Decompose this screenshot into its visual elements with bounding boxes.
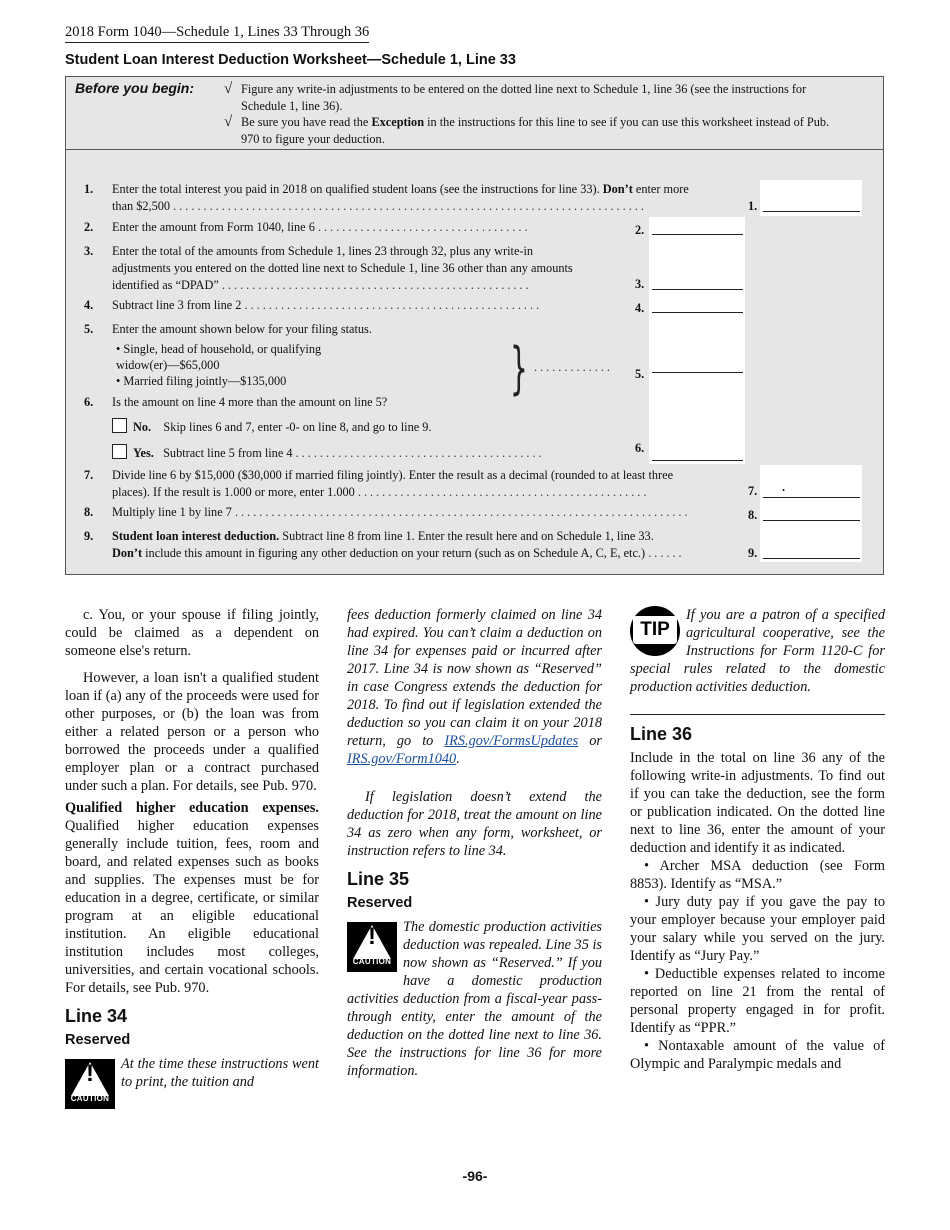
bullet-item: • Nontaxable amount of the value of Olympic and Paralympic medals and [630, 1038, 885, 1072]
line6-no-option: No. Skip lines 6 and 7, enter -0- on line 8, and go to line 9. [112, 418, 632, 436]
line4-input[interactable] [652, 297, 743, 313]
column-1 [65, 606, 319, 1111]
line9-text: Student loan interest deduction. Subtract line 8 from line 1. Enter the result here and on Schedule 1, line 33. Don’t include this amount in figuring any other deduction on your return (such as on Schedule A, C, E, etc.) ...... [112, 529, 685, 560]
line4-text: Subtract line 3 from line 2 ................................................. [112, 298, 543, 312]
worksheet-title: Student Loan Interest Deduction Worksheet—Schedule 1, Line 33 [65, 52, 516, 68]
line5-label: 5. [635, 367, 645, 381]
line1-text: Enter the total interest you paid in 2018 on qualified student loans (see the instructions for line 33). Don’t enter more than $2,500 .............................................................................. [112, 182, 689, 213]
line6-input[interactable] [652, 445, 743, 461]
line2-label: 2. [635, 223, 645, 237]
line9-number: 9. [84, 529, 94, 543]
yes-checkbox[interactable] [112, 444, 127, 459]
line9-input[interactable] [763, 543, 860, 559]
line3-number: 3. [84, 244, 94, 258]
bullet-line-2: Be sure you have read the Exception in the instructions for this line to see if you can use this worksheet instead of Pub. 970 to figure your deduction. [241, 115, 830, 146]
page-number: -96- [462, 1168, 488, 1184]
heading-line-34: Line 34 [65, 1006, 128, 1026]
caution-note [65, 1055, 319, 1103]
line5-number: 5. [84, 322, 94, 336]
caution-icon: ! CAUTION [65, 1059, 115, 1109]
paragraph: However, a loan isn't a qualified student loan if (a) any of the proceeds were used for other purposes, or (b) the loan was from either a related person or a person who borrowed the proceeds under a qualified employer plan or a contract purchased under such a plan. For details, see Pub. 970. [65, 670, 319, 794]
forms-updates-link[interactable]: IRS.gov/FormsUpdates [444, 733, 579, 749]
page-header: 2018 Form 1040—Schedule 1, Lines 33 Through 36 [65, 24, 369, 43]
column-2 [347, 606, 602, 1080]
line1-label: 1. [748, 199, 758, 213]
heading-line-36: Line 36 [630, 724, 693, 744]
caution-text: At the time these instructions went to print, the tuition and [121, 1056, 319, 1090]
line7-input[interactable] [763, 482, 860, 498]
worksheet-lines [66, 77, 883, 574]
before-you-begin-label: Before you begin: [75, 80, 195, 96]
line6-label: 6. [635, 441, 645, 455]
tip-text: If you are a patron of a specified agricultural cooperative, see the Instructions for Form 1120-C for special rules related to the domestic production activities deduction. [630, 607, 885, 695]
line5-text: Enter the amount shown below for your filing status. [112, 322, 372, 336]
line6-text: Is the amount on line 4 more than the amount on line 5? [112, 395, 388, 409]
brace-icon: } [510, 336, 528, 401]
worksheet [65, 76, 884, 575]
line6-yes-option: Yes. Subtract line 5 from line 4 ......................................... [112, 444, 632, 462]
line2-input[interactable] [652, 219, 743, 235]
heading-line-35: Line 35 [347, 869, 410, 889]
paragraph: Include in the total on line 36 any of the following write-in adjustments. To find out if you can take the deduction, see the form or publication indicated. On the dotted line next to line 36, enter the amount of your deduction and identify it as indicated. [630, 750, 885, 856]
line3-text: Enter the total of the amounts from Schedule 1, lines 23 through 32, plus any write-in adjustments you entered on the dotted line next to Schedule 1, line 36 other than any amounts identified as “DPAD” ................................................... [112, 244, 573, 292]
caution-icon: ! CAUTION [347, 922, 397, 972]
line5-options: • Single, head of household, or qualifying widow(er)—$65,000 • Married filing jointly—$135,000 [116, 342, 322, 388]
check-icon: √ [224, 81, 233, 97]
line1-input[interactable] [763, 196, 860, 212]
line5-dots: ............. [534, 360, 613, 374]
line3-label: 3. [635, 277, 645, 291]
line7-label: 7. [748, 484, 758, 498]
paragraph: fees deduction formerly claimed on line 34 had expired. You can’t claim a deduction on line 34 for expenses paid or incurred after 2017. Line 34 is now shown as “Reserved” in case Congress extends the deduction for 2018. To find out if legislation extended the deduction so you can claim it on your 2018 return, go to IRS.gov/FormsUpdates or IRS.gov/Form1040. [347, 607, 602, 767]
bullet-item: • Deductible expenses related to income reported on line 21 from the rental of personal property engaged in for profit. Identify as “PPR.” [630, 966, 885, 1036]
paragraph: Qualified higher education expenses. Qualified higher education expenses generally include tuition, fees, room and board, and related expenses such as books and supplies. The expenses must be for education in a degree, certificate, or similar program at an eligible educational institution. An eligible educational institution includes most colleges, universities, and certain vocational schools. For details, see Pub. 970. [65, 800, 319, 996]
caution-note [347, 918, 602, 1080]
bullet-item: • Archer MSA deduction (see Form 8853). Identify as “MSA.” [630, 858, 885, 892]
divider [630, 714, 885, 715]
heading-reserved: Reserved [347, 895, 413, 911]
line7-number: 7. [84, 468, 94, 482]
heading-reserved: Reserved [65, 1032, 131, 1048]
line4-label: 4. [635, 301, 645, 315]
paragraph: c. You, or your spouse if filing jointly, could be claimed as a dependent on someone else's return. [65, 607, 319, 659]
line2-number: 2. [84, 220, 94, 234]
caution-text: The domestic production activities deduction was repealed. Line 35 is now shown as “Reserved.” If you have a domestic production activities deduction from a fiscal-year pass-through entity, enter the amount of the deduction on the dotted line next to line 36. See the instructions for line 36 for more information. [347, 919, 602, 1079]
line4-number: 4. [84, 298, 94, 312]
paragraph: If legislation doesn’t extend the deduction for 2018, treat the amount on line 34 as zero when any form, worksheet, or instruction refers to line 34. [347, 789, 602, 859]
line9-label: 9. [748, 546, 758, 560]
line8-number: 8. [84, 505, 94, 519]
bullet-item: • Jury duty pay if you gave the pay to your employer because your employer paid your salary while you served on the jury. Identify as “Jury Pay.” [630, 894, 885, 964]
form1040-link[interactable]: IRS.gov/Form1040 [347, 751, 457, 767]
mid-column-box [649, 217, 745, 464]
line5-input[interactable] [652, 357, 743, 373]
line2-text: Enter the amount from Form 1040, line 6 ................................... [112, 220, 531, 234]
decimal-point: . [782, 480, 786, 494]
no-checkbox[interactable] [112, 418, 127, 433]
column-3 [630, 606, 885, 1073]
tip-note [630, 606, 885, 696]
line3-input[interactable] [652, 274, 743, 290]
bullet-line-1: Figure any write-in adjustments to be entered on the dotted line next to Schedule 1, line 36 (see the instructions for Schedule 1, line 36). [241, 82, 807, 113]
tip-icon: TIP [630, 606, 680, 656]
check-icon: √ [224, 114, 233, 130]
line6-number: 6. [84, 395, 94, 409]
line8-input[interactable] [763, 505, 860, 521]
line8-label: 8. [748, 508, 758, 522]
line8-text: Multiply line 1 by line 7 ........................................................................... [112, 505, 691, 519]
line1-number: 1. [84, 182, 94, 196]
line7-text: Divide line 6 by $15,000 ($30,000 if married filing jointly). Enter the result as a decimal (rounded to at least three places). If the result is 1.000 or more, enter 1.000 ................................................ [112, 468, 674, 499]
